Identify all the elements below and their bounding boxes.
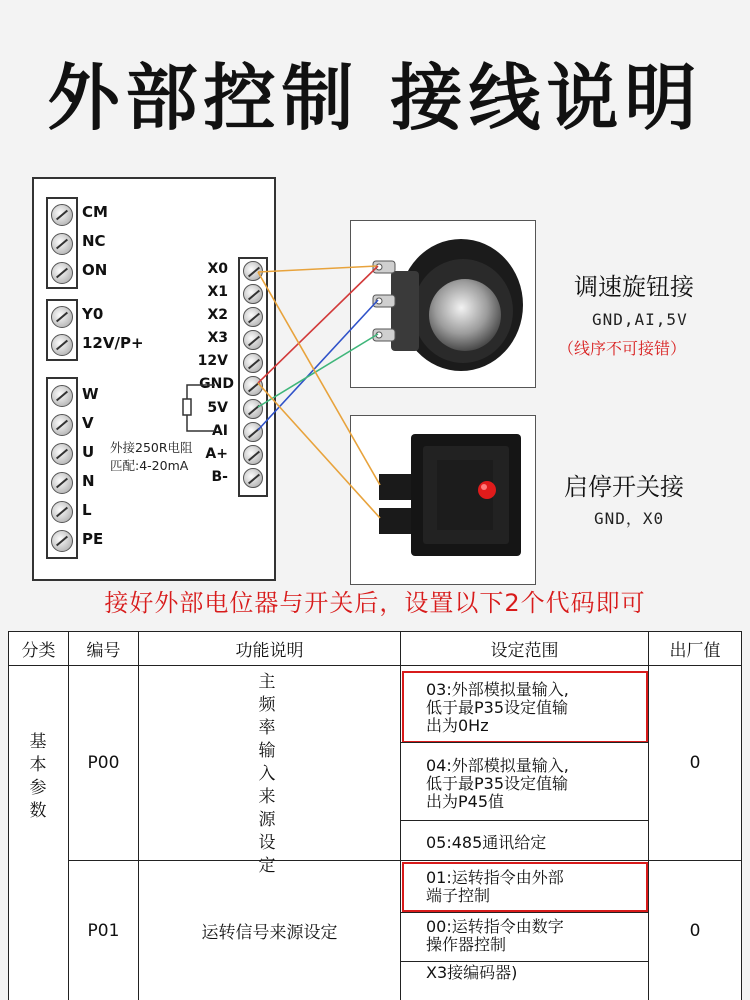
terminal-label-n: N bbox=[82, 472, 95, 490]
knob-warning: （线序不可接错） bbox=[558, 339, 687, 358]
terminal-label-12v-p: 12V/P+ bbox=[82, 334, 144, 352]
wire-orange-gnd bbox=[258, 383, 380, 518]
option-05-line1: 05:485通讯给定 bbox=[426, 833, 547, 852]
header-category: 分类 bbox=[8, 631, 69, 666]
terminal-label-pe: PE bbox=[82, 530, 104, 548]
wire-green-5v bbox=[258, 334, 378, 407]
header-function: 功能说明 bbox=[138, 631, 401, 666]
option-03-line3: 出为0Hz bbox=[426, 716, 489, 735]
terminal-label-cm: CM bbox=[82, 203, 108, 221]
header-range: 设定范围 bbox=[400, 631, 649, 666]
highlight-box-option-03 bbox=[402, 671, 648, 743]
resistor-note-line2: 匹配:4-20mA bbox=[110, 458, 189, 473]
terminal-label-ai: AI bbox=[211, 423, 228, 439]
category-cell bbox=[8, 665, 69, 1000]
option-x3-line1: X3接编码器) bbox=[426, 963, 518, 982]
terminal-label-w: W bbox=[82, 385, 99, 403]
wire-orange-knob bbox=[258, 266, 377, 272]
terminal-label-x1: X1 bbox=[207, 284, 228, 300]
switch-pins: GND，X0 bbox=[594, 509, 665, 528]
wire-orange-x0 bbox=[258, 272, 380, 485]
terminal-label-gnd: GND bbox=[199, 376, 234, 392]
terminal-label-x2: X2 bbox=[207, 307, 228, 323]
row-p00-function: 主频率输入来源设定 bbox=[258, 672, 276, 876]
terminal-label-on: ON bbox=[82, 261, 108, 279]
option-04-line3: 出为P45值 bbox=[426, 792, 505, 811]
terminal-label-x0: X0 bbox=[207, 261, 228, 277]
terminal-label-nc: NC bbox=[82, 232, 106, 250]
option-04-line2: 低于最P35设定值输 bbox=[426, 774, 569, 793]
category-label: 基本参数 bbox=[29, 732, 47, 821]
row-p01-function: 运转信号来源设定 bbox=[138, 860, 401, 1000]
knob-title: 调速旋钮接 bbox=[574, 273, 694, 301]
page-title: 外部控制 接线说明 bbox=[47, 56, 703, 140]
row-p01-default: 0 bbox=[648, 860, 742, 1000]
option-03-line1: 03:外部模拟量输入, bbox=[426, 680, 569, 699]
row-p00-default: 0 bbox=[648, 665, 742, 861]
option-00-line2: 操作器控制 bbox=[426, 935, 507, 954]
parameter-table bbox=[8, 631, 742, 1000]
terminal-label-y0: Y0 bbox=[82, 305, 104, 323]
option-01-line2: 端子控制 bbox=[426, 886, 491, 905]
row-p00-code: P00 bbox=[68, 665, 139, 861]
terminal-label-5v: 5V bbox=[207, 400, 228, 416]
option-01-line1: 01:运转指令由外部 bbox=[426, 868, 564, 887]
knob-pins: GND,AI,5V bbox=[592, 310, 688, 329]
terminal-label-a-plus: A+ bbox=[205, 446, 228, 462]
switch-title: 启停开关接 bbox=[564, 473, 684, 501]
option-03-line2: 低于最P35设定值输 bbox=[426, 698, 569, 717]
instruction-banner: 接好外部电位器与开关后，设置以下2个代码即可 bbox=[104, 589, 646, 617]
terminal-label-b-minus: B- bbox=[211, 469, 228, 485]
terminal-label-u: U bbox=[82, 443, 95, 461]
terminal-label-v: V bbox=[82, 414, 94, 432]
resistor-note-line1: 外接250R电阻 bbox=[110, 440, 193, 455]
header-code: 编号 bbox=[68, 631, 139, 666]
row-p01-code: P01 bbox=[68, 860, 139, 1000]
option-04-line1: 04:外部模拟量输入, bbox=[426, 756, 569, 775]
option-00-line1: 00:运转指令由数字 bbox=[426, 917, 564, 936]
terminal-label-l: L bbox=[82, 501, 92, 519]
header-default: 出厂值 bbox=[648, 631, 742, 666]
terminal-label-12v: 12V bbox=[197, 353, 228, 369]
terminal-label-x3: X3 bbox=[207, 330, 228, 346]
highlight-box-option-01 bbox=[402, 862, 648, 912]
